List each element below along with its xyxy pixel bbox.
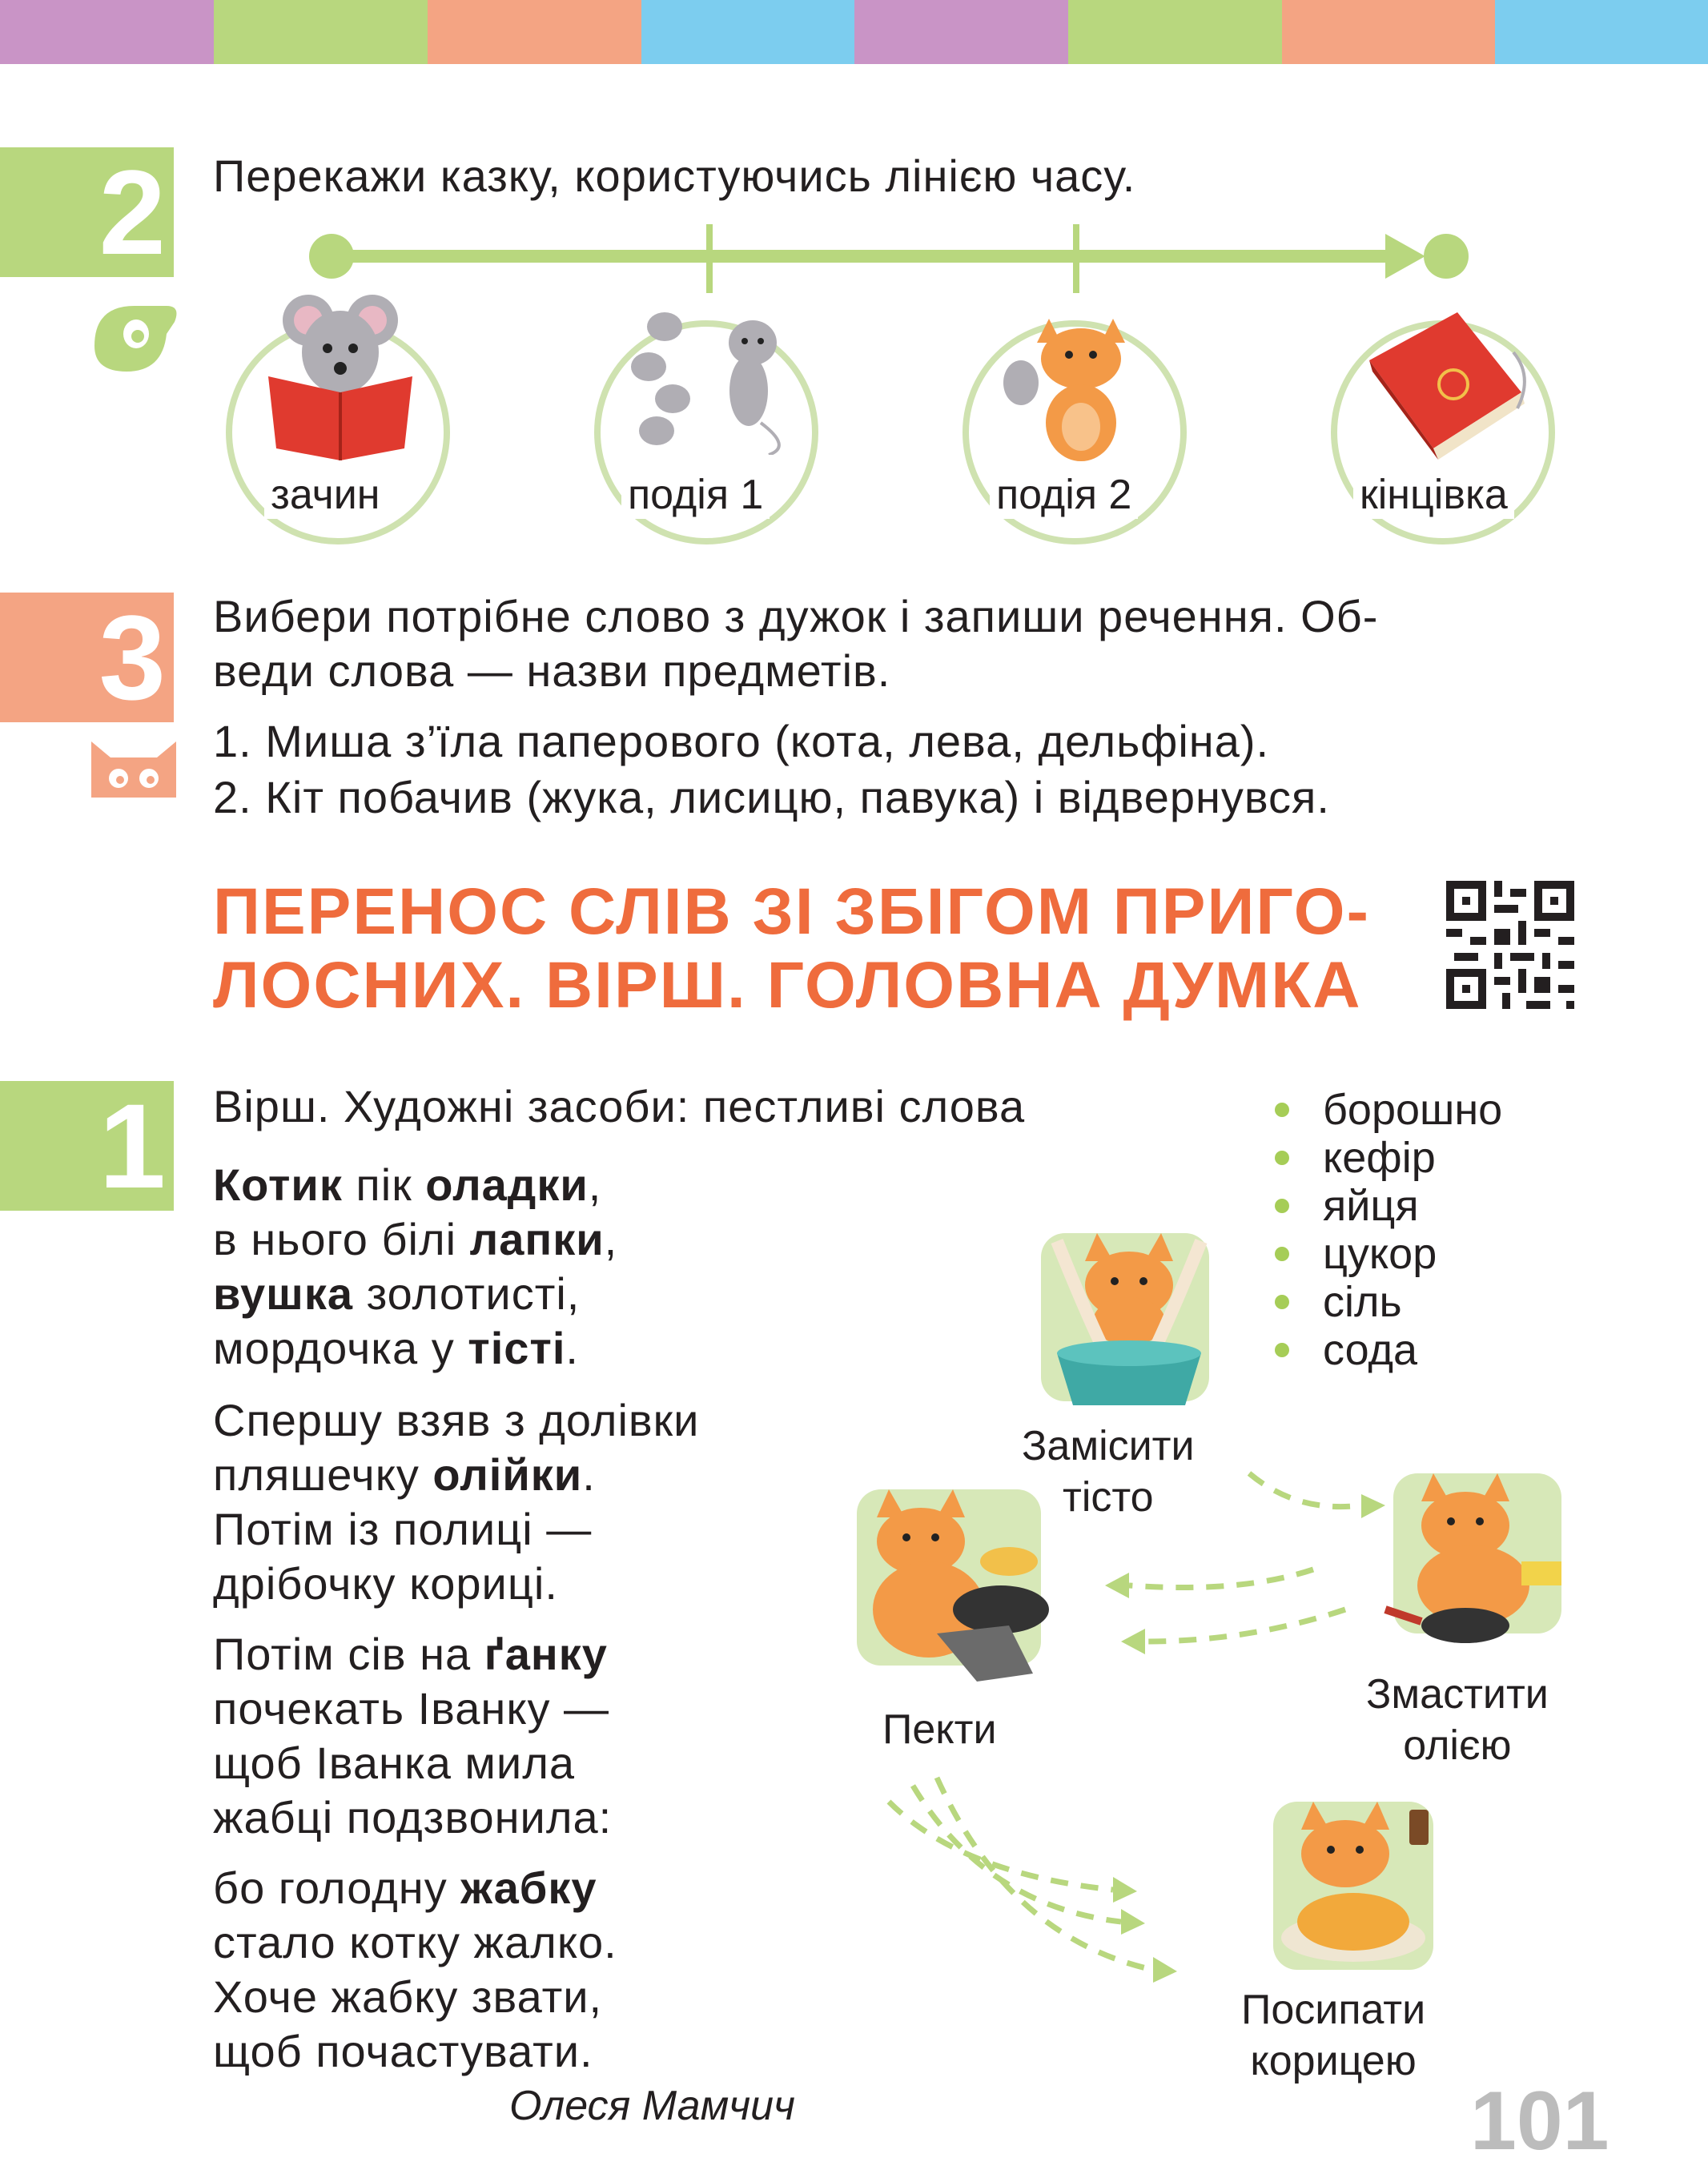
cat-holding-mouse-icon	[993, 303, 1153, 463]
poem-text: пляшечку	[213, 1449, 433, 1500]
poem-stanza-3	[213, 1627, 612, 1845]
bold-word: Котик	[213, 1159, 343, 1210]
bold-word: жабку	[460, 1863, 597, 1913]
poem-stanza-4	[213, 1861, 617, 2079]
ingredient-item	[1275, 1326, 1502, 1374]
running-mice-icon	[625, 295, 801, 455]
ingredient-item	[1275, 1278, 1502, 1326]
step-text: тісто	[1063, 1474, 1154, 1521]
poem-line: щоб Іванка мила	[213, 1738, 576, 1788]
task-number-3: 3	[0, 593, 174, 722]
poem-author: Олеся Мамчич	[509, 2083, 795, 2129]
mouse-reading-book-icon	[260, 288, 420, 464]
poem-line	[213, 1627, 612, 1682]
top-stripe-7	[1282, 0, 1495, 64]
step-text: Посипати	[1241, 1987, 1426, 2033]
poem-text: ,	[604, 1214, 618, 1264]
ingredient-label: борошно	[1323, 1086, 1503, 1134]
top-stripe-4	[641, 0, 854, 64]
bullet-icon	[1275, 1343, 1289, 1357]
poem-line	[213, 1158, 617, 1212]
stage-label-event-2: подія 2	[990, 471, 1138, 519]
poem-line: дрібочку кориці.	[213, 1558, 558, 1609]
step-bake-label: Пекти	[882, 1706, 997, 1753]
poem-text: ,	[588, 1159, 602, 1210]
section-title-line1: ПЕРЕНОС СЛІВ ЗІ ЗБІГОМ ПРИГО-	[213, 875, 1370, 948]
stage-label-ending: кінцівка	[1353, 471, 1514, 519]
step-text: олією	[1403, 1722, 1512, 1769]
bullet-icon	[1275, 1295, 1289, 1309]
poem-line	[213, 1212, 617, 1267]
poem-text: .	[582, 1449, 596, 1500]
section-title-line2: ЛОСНИХ. ВІРШ. ГОЛОВНА ДУМКА	[213, 949, 1362, 1022]
poem-text: в нього білі	[213, 1214, 470, 1264]
step-sprinkle-label	[1241, 1984, 1425, 2087]
ingredient-label: кефір	[1323, 1134, 1436, 1182]
bullet-icon	[1275, 1151, 1289, 1165]
ingredient-label: сода	[1323, 1326, 1417, 1374]
poem-line: почекать Іванку —	[213, 1683, 610, 1734]
ingredient-label: яйця	[1323, 1182, 1419, 1230]
ingredient-item	[1275, 1230, 1502, 1278]
poem-line: Потім із полиці —	[213, 1504, 593, 1554]
bold-word: лапки	[469, 1214, 605, 1264]
step-text: Замісити	[1022, 1423, 1195, 1469]
bold-word: оладки	[425, 1159, 589, 1210]
ingredients-list	[1275, 1086, 1502, 1374]
bold-word: вушка	[213, 1268, 354, 1319]
bold-word: тісті	[468, 1323, 566, 1373]
poem-line	[213, 1861, 617, 1915]
task3-sentence-2: 2. Кіт побачив (жука, лисицю, павука) і відвернувся.	[213, 772, 1330, 822]
task3-instruction-line2: веди слова — назви предметів.	[213, 645, 891, 696]
top-stripe-1	[0, 0, 214, 64]
poem-line: стало котку жалко.	[213, 1917, 617, 1967]
poem-text: пік	[342, 1159, 426, 1210]
cat-face-icon	[86, 733, 181, 798]
step-text: корицею	[1250, 2038, 1417, 2084]
bullet-icon	[1275, 1247, 1289, 1261]
top-stripe-5	[854, 0, 1068, 64]
ingredient-label: сіль	[1323, 1278, 1402, 1326]
step-grease-label	[1366, 1669, 1549, 1771]
stage-label-beginning: зачин	[264, 471, 386, 519]
bullet-icon	[1275, 1199, 1289, 1213]
poem-line	[213, 1267, 617, 1321]
poem-line	[213, 1321, 617, 1376]
bullet-icon	[1275, 1103, 1289, 1117]
cat-kneading-dough-icon	[1025, 1217, 1225, 1417]
ingredient-label: цукор	[1323, 1230, 1437, 1278]
task-number-2: 2	[0, 147, 174, 277]
task3-instruction-line1: Вибери потрібне слово з дужок і запиши речення. Об-	[213, 591, 1379, 641]
task2-instruction: Перекажи казку, користуючись лінією часу.	[213, 151, 1136, 201]
qr-code-icon[interactable]	[1446, 881, 1574, 1009]
task3-sentence-1: 1. Миша з’їла паперового (кота, лева, дельфіна).	[213, 716, 1270, 766]
poem-line: жабці подзвонила:	[213, 1792, 613, 1842]
poem-line: Хоче жабку звати,	[213, 1971, 603, 2022]
stage-label-event-1: подія 1	[621, 471, 770, 519]
top-stripe-6	[1068, 0, 1282, 64]
poem-text: .	[565, 1323, 579, 1373]
poem-text: золотисті,	[353, 1268, 581, 1319]
poem-text: мордочка у	[213, 1323, 468, 1373]
poem-line: Спершу взяв з долівки	[213, 1395, 700, 1445]
top-stripe-3	[428, 0, 641, 64]
poem-stanza-1	[213, 1158, 617, 1376]
top-stripe-2	[214, 0, 428, 64]
poem-line: щоб почастувати.	[213, 2026, 593, 2076]
step-text: Змастити	[1366, 1671, 1549, 1718]
top-stripe-8	[1495, 0, 1708, 64]
timeline	[304, 224, 1489, 296]
poem-text: Потім сів на	[213, 1629, 484, 1679]
step-knead-label	[1022, 1421, 1195, 1523]
bold-word: ґанку	[484, 1629, 608, 1679]
ingredient-item	[1275, 1182, 1502, 1230]
bold-word: олійки	[432, 1449, 583, 1500]
page-number: 101	[1470, 2075, 1610, 2168]
bird-icon	[86, 298, 181, 378]
ingredient-item	[1275, 1086, 1502, 1134]
poem-line	[213, 1448, 699, 1502]
task-number-1: 1	[0, 1081, 174, 1211]
poem-stanza-2	[213, 1393, 699, 1611]
poem-text: бо голодну	[213, 1863, 461, 1913]
ingredient-item	[1275, 1134, 1502, 1182]
task1-heading: Вірш. Художні засоби: пестливі слова	[213, 1081, 1026, 1131]
red-book-icon	[1361, 304, 1537, 464]
